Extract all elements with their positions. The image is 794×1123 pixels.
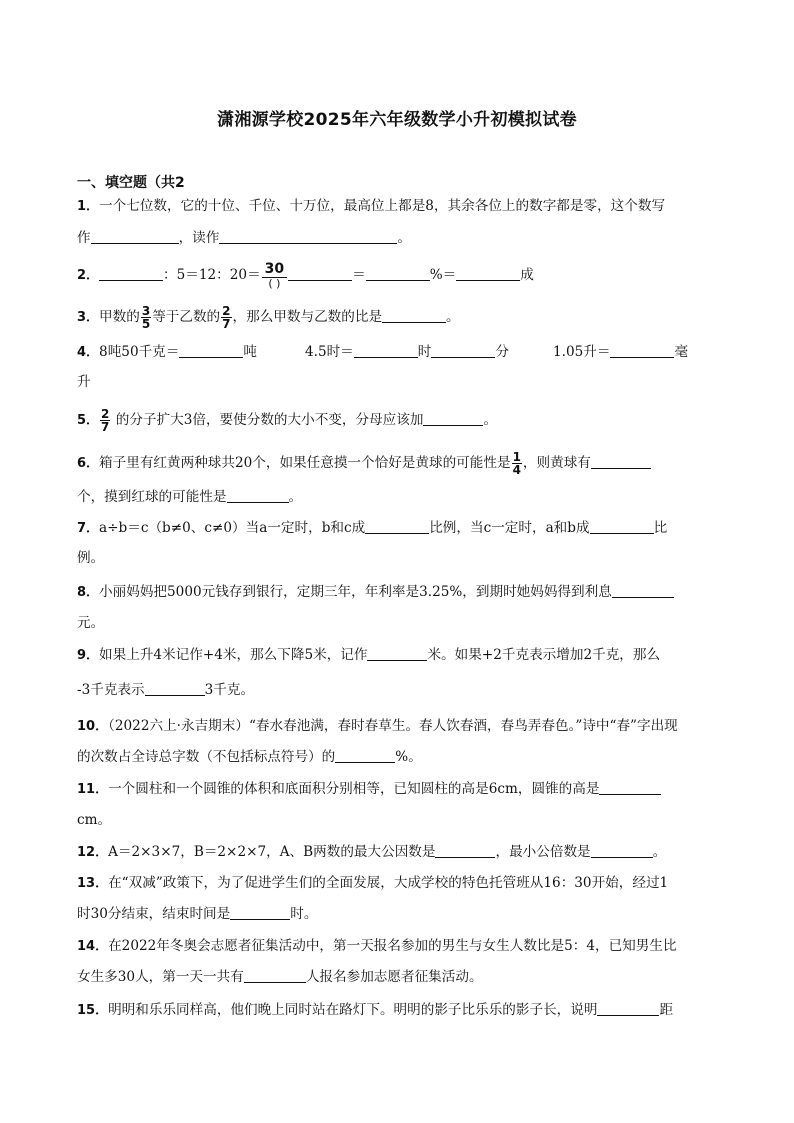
question-8-line-1: 8．小丽妈妈把5000元钱存到银行，定期三年，年利率是3.25%，到期时她妈妈得到利息 <box>77 582 674 603</box>
fraction: $\frac{30}{( )}$ <box>262 262 287 289</box>
answer-blank[interactable] <box>599 780 661 795</box>
answer-blank[interactable] <box>145 681 205 696</box>
exam-title: 潇湘源学校2025年六年级数学小升初模拟试卷 <box>217 110 577 130</box>
answer-blank[interactable] <box>367 646 427 661</box>
question-14-line-2: 女生多30人，第一天一共有 人报名参加志愿者征集活动。 <box>77 969 483 985</box>
answer-blank[interactable] <box>590 519 654 534</box>
question-number: 7． <box>77 521 100 536</box>
question-9-line-2: -3千克表示 3千克。 <box>77 682 255 698</box>
question-number: 9． <box>77 648 100 663</box>
question-11-line-2: cm。 <box>77 812 112 828</box>
answer-blank[interactable] <box>456 266 520 281</box>
question-8-line-2: 元。 <box>77 615 105 631</box>
question-number: 15． <box>77 1003 109 1018</box>
question-number: 11． <box>77 782 109 797</box>
question-7-line-2: 例。 <box>77 550 105 566</box>
answer-blank[interactable] <box>230 905 290 920</box>
question-4-line-2: 升 <box>77 374 91 390</box>
question-6-line-2: 个，摸到红球的可能性是 。 <box>77 489 303 505</box>
answer-blank[interactable] <box>244 968 306 983</box>
answer-blank[interactable] <box>610 343 674 358</box>
answer-blank[interactable] <box>227 488 289 503</box>
question-number: 8． <box>77 585 100 600</box>
question-7-line-1: 7．a÷b＝c（b≠0、c≠0）当a一定时，b和c成 比例，当c一定时，a和b成 比 <box>77 520 668 536</box>
answer-blank[interactable] <box>591 843 653 858</box>
question-14-line-1: 14．在2022年冬奥会志愿者征集活动中，第一天报名参加的男生与女生人数比是5：4，已知男生比 <box>77 938 677 954</box>
question-11-line-1: 11．一个圆柱和一个圆锥的体积和底面积分别相等，已知圆柱的高是6cm，圆锥的高是 <box>77 779 661 800</box>
question-number: 6． <box>77 456 100 471</box>
question-10-line-2: 的次数占全诗总字数（不包括标点符号）的 %。 <box>77 749 422 765</box>
question-number: 13． <box>77 876 109 891</box>
fraction: $\frac{2}{7}$ <box>101 407 110 434</box>
answer-blank[interactable] <box>219 229 397 244</box>
fraction: $\frac{1}{4}$ <box>512 450 521 477</box>
fraction: $\frac{2}{7}$ <box>222 304 231 331</box>
answer-blank[interactable] <box>431 343 495 358</box>
answer-blank[interactable] <box>423 411 483 426</box>
answer-blank[interactable] <box>435 843 495 858</box>
answer-blank[interactable] <box>591 454 651 469</box>
section-heading: 一、填空题（共2 <box>77 175 185 191</box>
question-1-line-1: 1．一个七位数，它的十位、千位、十万位，最高位上都是8，其余各位上的数字都是零，这个数写 <box>77 198 666 214</box>
question-6-line-1: 6．箱子里有红黄两种球共20个，如果任意摸一个恰好是黄球的可能性是 $\frac{1}{4}$ ，则黄球有 <box>77 451 651 476</box>
question-number: 3． <box>77 310 100 325</box>
answer-blank[interactable] <box>288 266 352 281</box>
question-4-line-1: 4．8吨50千克＝ 吨 4.5时＝ 时 分 1.05升＝ 毫 <box>77 344 689 360</box>
question-2: 2． ：5＝12：20＝ $\frac{30}{( )}$ ＝ %＝ 成 <box>77 261 534 290</box>
question-12: 12．A＝2×3×7，B＝2×2×7，A、B两数的最大公因数是 ，最小公倍数是 。 <box>77 844 667 860</box>
question-3: 3．甲数的 $\frac{3}{5}$ 等于乙数的 $\frac{2}{7}$ ，那么甲数与乙数的比是 。 <box>77 304 460 331</box>
answer-blank[interactable] <box>99 266 163 281</box>
question-10-line-1: 10．（2022六上·永吉期末）“春水春池满，春时春草生。春人饮春酒，春鸟弄春色。”诗中“春”字出现 <box>77 718 678 734</box>
answer-blank[interactable] <box>612 583 674 598</box>
question-13-line-1: 13．在“双减”政策下，为了促进学生们的全面发展，大成学校的特色托管班从16：30开始，经过1 <box>77 875 669 891</box>
question-number: 1． <box>77 199 100 214</box>
answer-blank[interactable] <box>91 229 179 244</box>
question-9-line-1: 9．如果上升4米记作+4米，那么下降5米，记作 米。如果+2千克表示增加2千克，那么 <box>77 647 661 663</box>
answer-blank[interactable] <box>335 748 395 763</box>
question-1-line-2: 作 ，读作 。 <box>77 230 411 246</box>
answer-blank[interactable] <box>382 308 446 323</box>
question-number: 2． <box>77 268 100 283</box>
question-15: 15．明明和乐乐同样高，他们晚上同时站在路灯下。明明的影子比乐乐的影子长，说明 距 <box>77 1002 674 1018</box>
answer-blank[interactable] <box>597 1001 659 1016</box>
question-5: 5． $\frac{2}{7}$ 的分子扩大3倍，要使分数的大小不变，分母应该加 。 <box>77 407 498 434</box>
answer-blank[interactable] <box>354 343 418 358</box>
answer-blank[interactable] <box>366 266 430 281</box>
answer-blank[interactable] <box>365 519 429 534</box>
question-number: 5． <box>77 413 100 428</box>
question-13-line-2: 时30分结束，结束时间是 时。 <box>77 906 318 922</box>
question-number: 12． <box>77 845 109 860</box>
question-number: 14． <box>77 939 109 954</box>
question-number: 4． <box>77 345 100 360</box>
question-number: 10． <box>77 719 109 734</box>
answer-blank[interactable] <box>179 343 243 358</box>
fraction: $\frac{3}{5}$ <box>141 304 151 331</box>
